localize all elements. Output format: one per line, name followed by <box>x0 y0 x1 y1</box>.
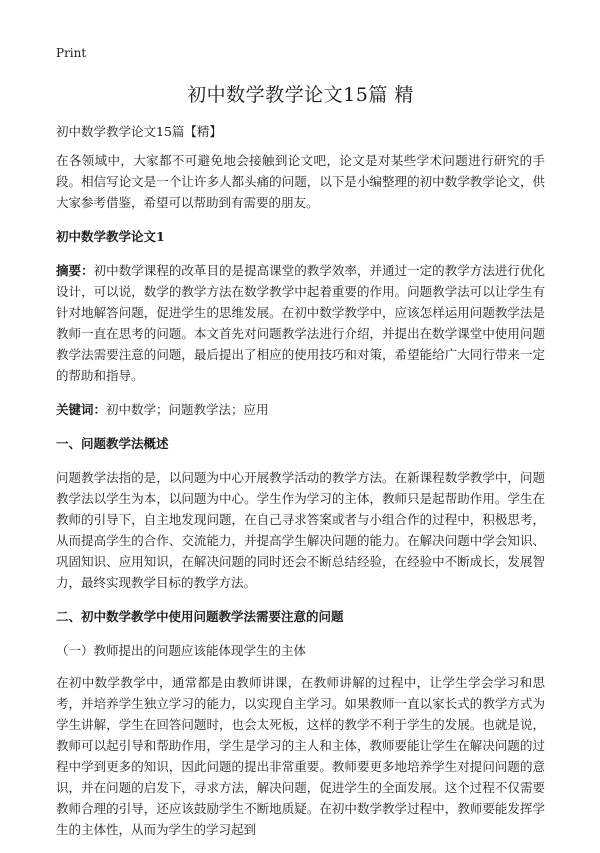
abstract-label: 摘要： <box>56 263 94 278</box>
document-subtitle: 初中数学教学论文15篇【精】 <box>56 124 222 139</box>
document-content <box>56 150 545 853</box>
heading-part-1: 一、问题教学法概述 <box>56 436 169 451</box>
document-title: 初中数学教学论文15篇 精 <box>187 84 414 106</box>
intro-paragraph: 在各领域中，大家都不可避免地会接触到论文吧，论文是对某些学术问题进行研究的手段。相信写论文是一个让许多人都头痛的问题，以下是小编整理的初中数学教学论文，供大家参考借鉴，希望可以帮助到有需要的朋友。 <box>56 153 545 210</box>
print-link[interactable]: Print <box>56 46 87 60</box>
keywords-paragraph <box>56 399 545 420</box>
part-2-paragraph: 在初中数学教学中，通常都是由教师讲课，在教师讲解的过程中，让学生学会学习和思考，并培养学生独立学习的能力，以实现自主学习。如果教师一直以家长式的教学方式为学生讲解，学生在回答问题时，也会太死板，这样的教学不利于学生的发展。也就是说，教师可以起引导和帮助作用，学生是学习的主人和主体，教师要能让学生在解决问题的过程中学到更多的知识，因此问题的提出非常重要。教师要更多地培养学生对提问问题的意识，并在问题的启发下，寻求方法，解决问题，促进学生的全面发展。这个过程不仅需要教师合理的引导，还应该鼓励学生不断地质疑。在初中数学教学过程中，教师要能发挥学生的主体性，从而为学生的学习起到 <box>56 675 545 837</box>
keywords-text: 初中数学；问题教学法；应用 <box>106 402 269 417</box>
section-heading-paper-1: 初中数学教学论文1 <box>56 229 165 244</box>
sub-heading-1: （一）教师提出的问题应该能体现学生的主体 <box>56 643 307 658</box>
keywords-label: 关键词： <box>56 402 107 417</box>
heading-part-2: 二、初中数学教学中使用问题教学法需要注意的问题 <box>56 609 344 624</box>
abstract-paragraph <box>56 260 545 386</box>
part-1-paragraph: 问题教学法指的是，以问题为中心开展教学活动的教学方法。在新课程数学教学中，问题教学法以学生为本，以问题为中心。学生作为学习的主体，教师只是起帮助作用。学生在教师的引导下，自主地发现问题，在自己寻求答案或者与小组合作的过程中，积极思考，从而提高学生的合作、交流能力，并提高学生解决问题的能力。在解决问题中学会知识、巩固知识、应用知识，在解决问题的同时还会不断总结经验，在经验中不断成长，发展智力，最终实现教学目标的教学方法。 <box>56 470 545 590</box>
abstract-text: 初中数学课程的改革目的是提高课堂的教学效率，并通过一定的教学方法进行优化设计，可以说，数学的教学方法在数学教学中起着重要的作用。问题教学法可以让学生有针对地解答问题，促进学生的思维发展。在初中数学教学中，应该怎样运用问题教学法是教师一直在思考的问题。本文首先对问题教学法进行介绍，并提出在数学课堂中使用问题教学法需要注意的问题，最后提出了相应的使用技巧和对策，希望能给广大同行带来一定的帮助和指导。 <box>56 263 545 383</box>
